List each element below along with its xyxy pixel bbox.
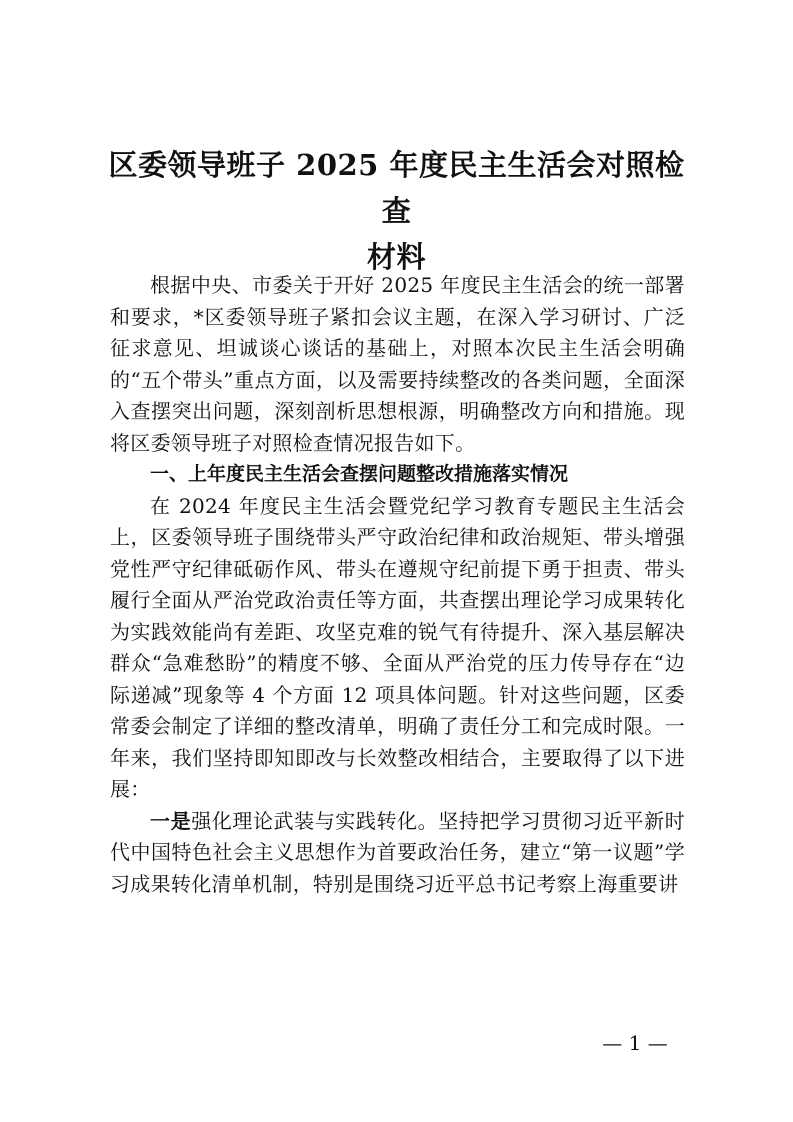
page-number: — 1 —: [602, 1031, 668, 1055]
section-heading-1: 一、上年度民主生活会查摆问题整改措施落实情况: [150, 463, 569, 485]
section-1-paragraph: 在 2024 年度民主生活会暨党纪学习教育专题民主生活会上，区委领导班子围绕带头严守政治纪律和政治规矩、带头增强党性严守纪律砥砺作风、带头在遵规守纪前提下勇于担责、带头履行全面从严治党政治责任等方面，共查摆出理论学习成果转化为实践效能尚有差距、攻坚克难的锐气有待提升、深入基层解决群众“急难愁盼”的精度不够、全面从严治党的压力传导存在“边际递减”现象等 4 个方面 12 项具体问题。针对这些问题，区委常委会制定了详细的整改清单，明确了责任分工和完成时限。一年来，我们坚持即知即改与长效整改相结合，主要取得了以下进展：: [110, 493, 685, 801]
item-1-paragraph: [110, 806, 685, 901]
item-1-text: 强化理论武装与实践转化。坚持把学习贯彻习近平新时代中国特色社会主义思想作为首要政治任务，建立“第一议题”学习成果转化清单机制，特别是围绕习近平总书记考察上海重要讲: [110, 808, 685, 896]
item-1-lead: 一是: [150, 808, 192, 833]
title-line-1: 区委领导班子 2025 年度民主生活会对照检查: [108, 148, 685, 228]
document-title: [100, 142, 693, 280]
intro-paragraph: 根据中央、市委关于开好 2025 年度民主生活会的统一部署和要求，*区委领导班子紧扣会议主题，在深入学习研讨、广泛征求意见、坦诚谈心谈话的基础上，对照本次民主生活会明确的“五个带头”重点方面，以及需要持续整改的各类问题，全面深入查摆突出问题，深刻剖析思想根源，明确整改方向和措施。现将区委领导班子对照检查情况报告如下。: [110, 273, 685, 455]
document-body: [110, 270, 685, 900]
title-line-2: 材料: [366, 240, 426, 274]
